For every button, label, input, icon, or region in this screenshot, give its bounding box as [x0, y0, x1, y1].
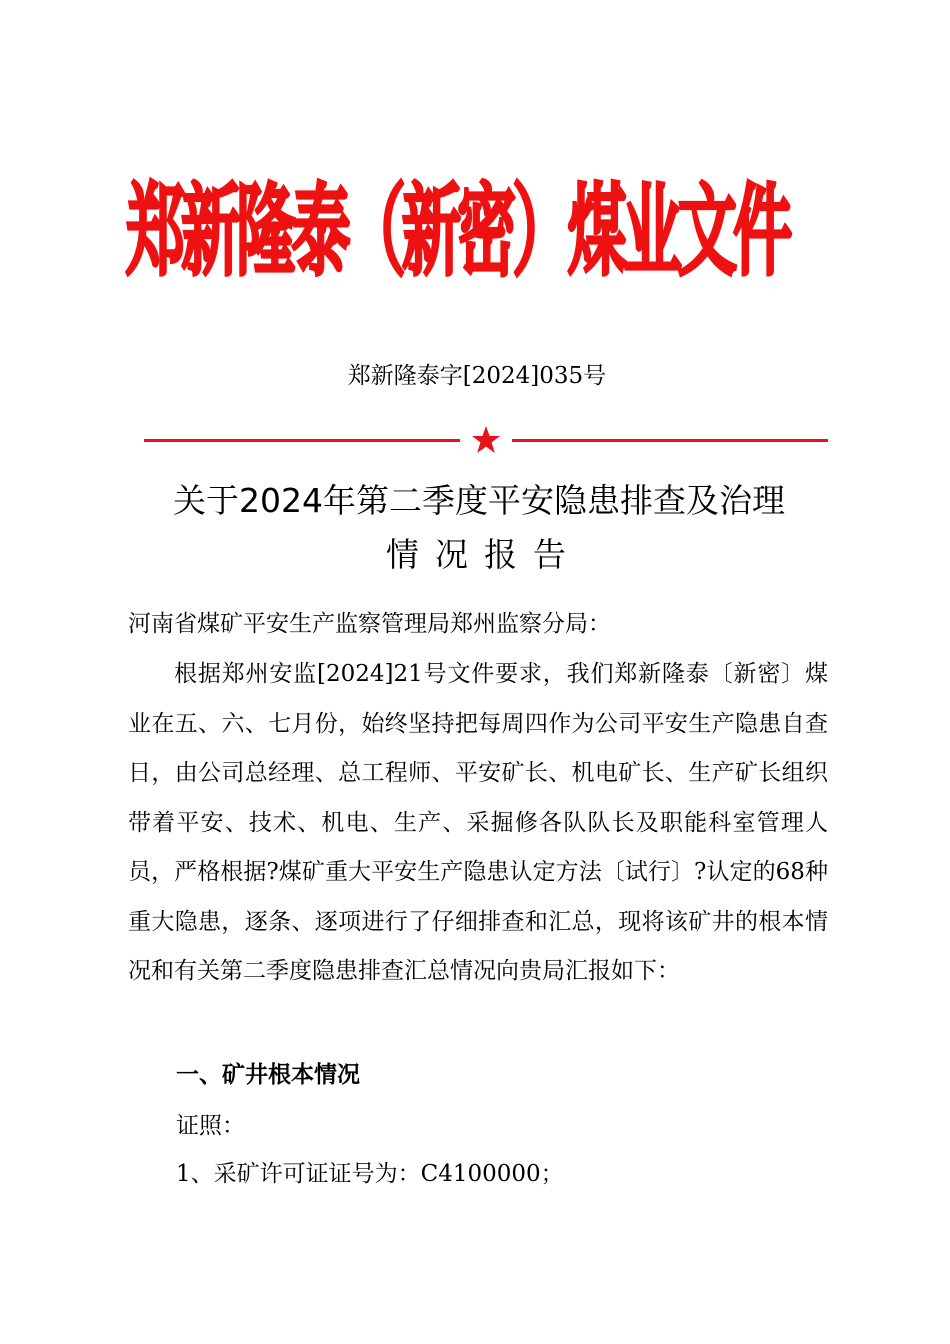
document-number: 郑新隆泰字[2024]035号 — [347, 363, 607, 389]
report-title-line-1: 关于2024年第二季度平安隐患排查及治理 — [173, 481, 785, 520]
body-paragraph-1: 根据郑州安监[2024]21号文件要求，我们郑新隆泰〔新密〕煤业在五、六、七月份，始终坚持把每周四作为公司平安生产隐患自查日，由公司总经理、总工程师、平安矿长、机电矿长、生产矿长组织带着平安、技术、机电、生产、采掘修各队队长及职能科室管理人员，严格根据?煤矿重大平安生产隐患认定方法〔试行〕?认定的68种重大隐患，逐条、逐项进行了仔细排查和汇总，现将该矿井的根本情况和有关第二季度隐患排查汇总情况向贵局汇报如下： — [128, 661, 828, 984]
section-heading-1: 一、矿井根本情况 — [176, 1062, 360, 1088]
licence-item-1: 1、采矿许可证证号为：C4100000； — [176, 1161, 564, 1187]
divider-rule-left — [144, 439, 460, 442]
salutation: 河南省煤矿平安生产监察管理局郑州监察分局： — [128, 611, 611, 637]
red-divider — [0, 420, 950, 460]
document-masthead: 郑新隆泰（新密）煤业文件 — [126, 175, 789, 291]
divider-rule-right — [512, 439, 828, 442]
report-title-line-2: 情况报告 — [386, 535, 582, 574]
star-icon — [470, 424, 502, 456]
licence-label: 证照： — [176, 1113, 245, 1139]
